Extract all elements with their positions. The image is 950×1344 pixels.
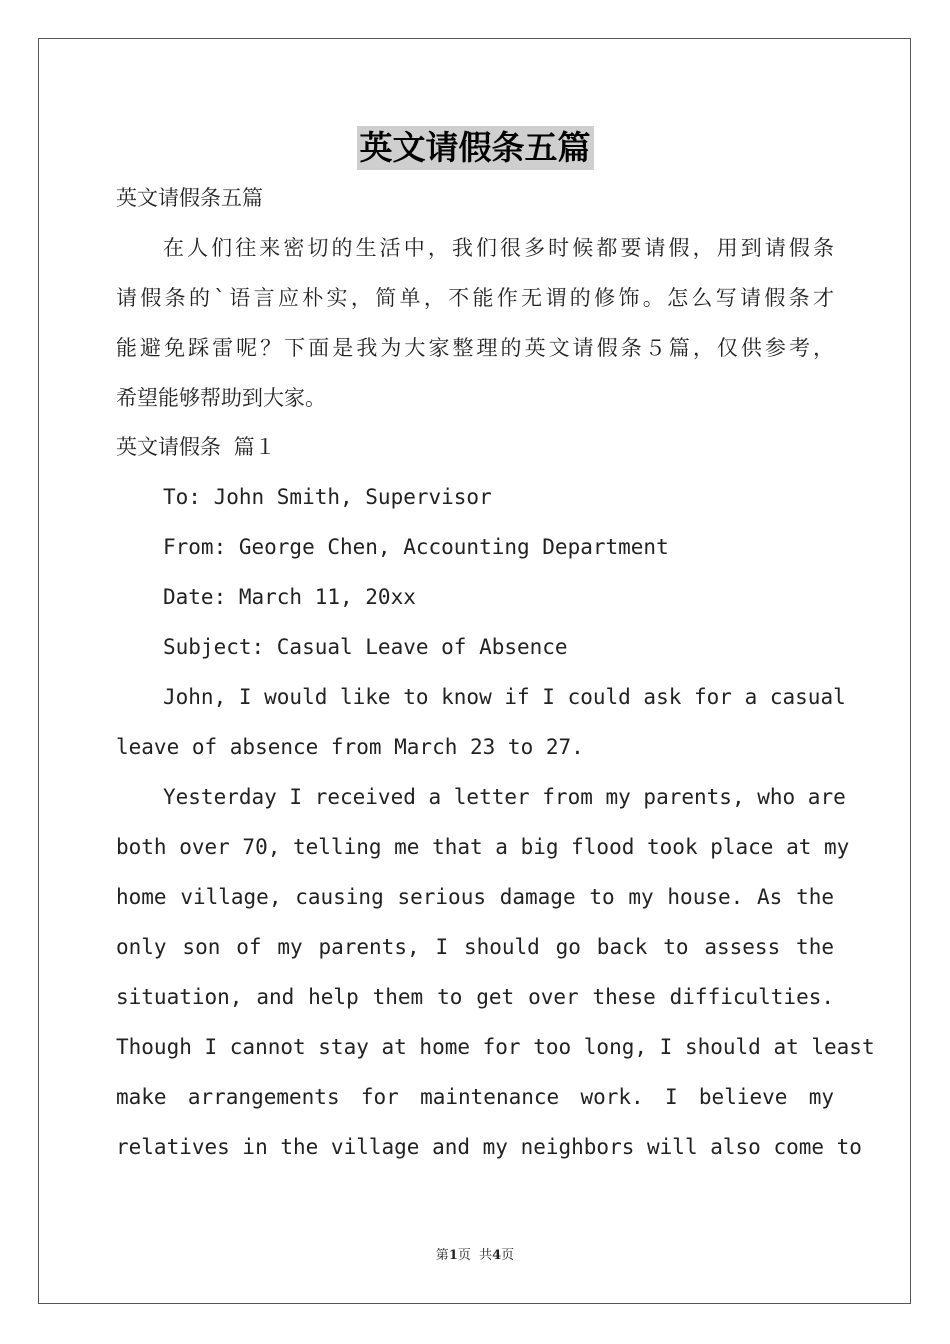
paragraph-line: both over 70, telling me that a big flood took place at my [116,835,850,859]
paragraph-line: make arrangements for maintenance work. I believe my [116,1085,834,1109]
document-title: 英文请假条五篇 [357,126,594,170]
footer-page-number: 1 [448,1248,458,1263]
memo-date: Date: March 11, 20xx [163,585,416,609]
memo-from: From: George Chen, Accounting Department [163,535,669,559]
memo-subject: Subject: Casual Leave of Absence [163,635,568,659]
section-heading: 英文请假条 篇１ [116,435,276,459]
paragraph-line: Yesterday I received a letter from my parents, who are [163,785,846,809]
paragraph-line: home village, causing serious damage to my house. As the [116,885,834,909]
memo-to: To: John Smith, Supervisor [163,485,492,509]
paragraph-line: Though I cannot stay at home for too long, I should at least [116,1035,875,1059]
intro-line: 请假条的`语言应朴实，简单，不能作无谓的修饰。怎么写请假条才 [116,286,834,310]
paragraph-line: John, I would like to know if I could ask for a casual [163,685,846,709]
page-footer [0,1244,950,1263]
footer-total-pages: 4 [492,1248,502,1263]
footer-prefix: 第 [435,1248,449,1263]
intro-line: 在人们往来密切的生活中，我们很多时候都要请假，用到请假条 [163,236,834,260]
intro-line: 能避免踩雷呢？下面是我为大家整理的英文请假条５篇，仅供参考， [116,336,834,360]
paragraph-line: situation, and help them to get over these difficulties. [116,985,834,1009]
paragraph-line: only son of my parents, I should go back to assess the [116,935,834,959]
paragraph-line: leave of absence from March 23 to 27. [116,735,584,759]
intro-line: 希望能够帮助到大家。 [116,386,326,410]
footer-suffix: 页 [501,1248,515,1263]
document-subtitle: 英文请假条五篇 [116,186,263,210]
footer-mid: 页 共 [457,1248,493,1263]
title-container [0,126,950,170]
paragraph-line: relatives in the village and my neighbors will also come to [116,1135,862,1159]
